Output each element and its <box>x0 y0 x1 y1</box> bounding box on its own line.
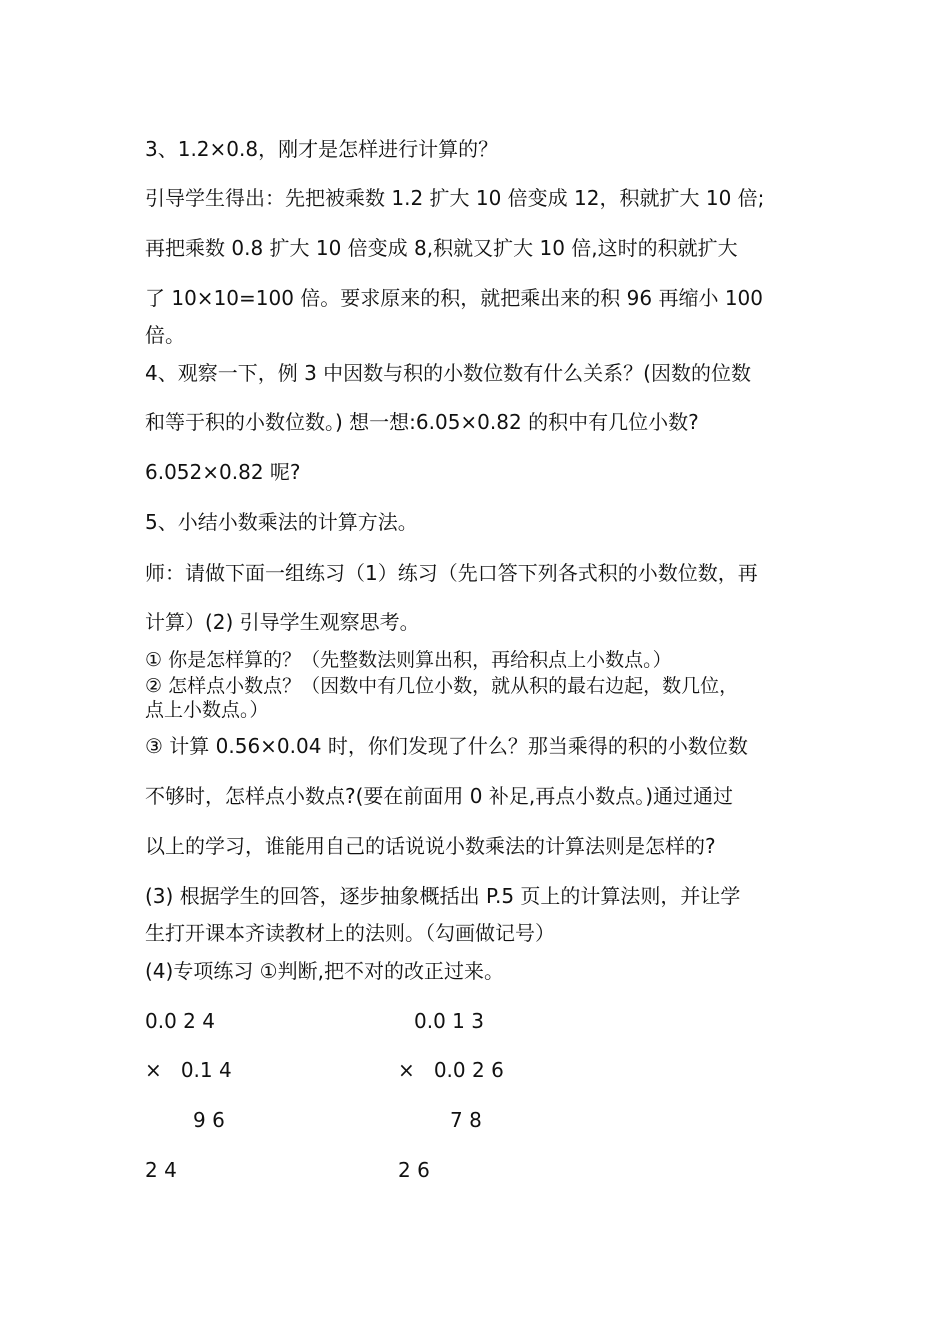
paragraph-line: 4、观察一下，例 3 中因数与积的小数位数有什么关系？(因数的位数 <box>145 361 751 385</box>
paragraph-line: 不够时，怎样点小数点?(要在前面用 0 补足,再点小数点。)通过通过 <box>145 784 734 808</box>
paragraph-line: 引导学生得出：先把被乘数 1.2 扩大 10 倍变成 12，积就扩大 10 倍; <box>145 186 765 210</box>
paragraph-line: ② 怎样点小数点？（因数中有几位小数，就从积的最右边起，数几位， <box>145 675 739 697</box>
paragraph-line: 和等于积的小数位数。) 想一想:6.05×0.82 的积中有几位小数? <box>145 410 699 434</box>
exercise-right-multiplicand: 0.0 1 3 <box>414 1009 484 1033</box>
paragraph-line: 5、小结小数乘法的计算方法。 <box>145 510 418 534</box>
exercise-left-multiplicand: 0.0 2 4 <box>145 1009 215 1033</box>
paragraph-line: ③ 计算 0.56×0.04 时，你们发现了什么？那当乘得的积的小数位数 <box>145 734 748 758</box>
paragraph-line: ① 你是怎样算的？（先整数法则算出积，再给积点上小数点。） <box>145 649 672 671</box>
paragraph-line: 了 10×10=100 倍。要求原来的积，就把乘出来的积 96 再缩小 100 <box>145 286 763 310</box>
paragraph-line: 点上小数点。） <box>145 699 269 721</box>
exercise-right-partial-1: 7 8 <box>450 1108 482 1132</box>
paragraph-line: (4)专项练习 ①判断,把不对的改正过来。 <box>145 959 504 983</box>
exercise-left-multiplier: × 0.1 4 <box>145 1058 232 1082</box>
paragraph-line: 倍。 <box>145 323 185 347</box>
exercise-left-partial-1: 9 6 <box>193 1108 225 1132</box>
paragraph-line: 计算）(2) 引导学生观察思考。 <box>145 610 420 634</box>
exercise-right-multiplier: × 0.0 2 6 <box>398 1058 504 1082</box>
exercise-left-partial-2: 2 4 <box>145 1158 177 1182</box>
paragraph-line: 3、1.2×0.8，刚才是怎样进行计算的？ <box>145 137 499 161</box>
paragraph-line: 以上的学习，谁能用自己的话说说小数乘法的计算法则是怎样的? <box>145 834 716 858</box>
paragraph-line: 再把乘数 0.8 扩大 10 倍变成 8,积就又扩大 10 倍,这时的积就扩大 <box>145 236 738 260</box>
exercise-right-partial-2: 2 6 <box>398 1158 430 1182</box>
paragraph-line: 生打开课本齐读教材上的法则。（勾画做记号） <box>145 921 555 945</box>
paragraph-line: 师：请做下面一组练习（1）练习（先口答下列各式积的小数位数，再 <box>145 561 758 585</box>
paragraph-line: 6.052×0.82 呢? <box>145 460 301 484</box>
paragraph-line: (3) 根据学生的回答，逐步抽象概括出 P.5 页上的计算法则，并让学 <box>145 884 741 908</box>
